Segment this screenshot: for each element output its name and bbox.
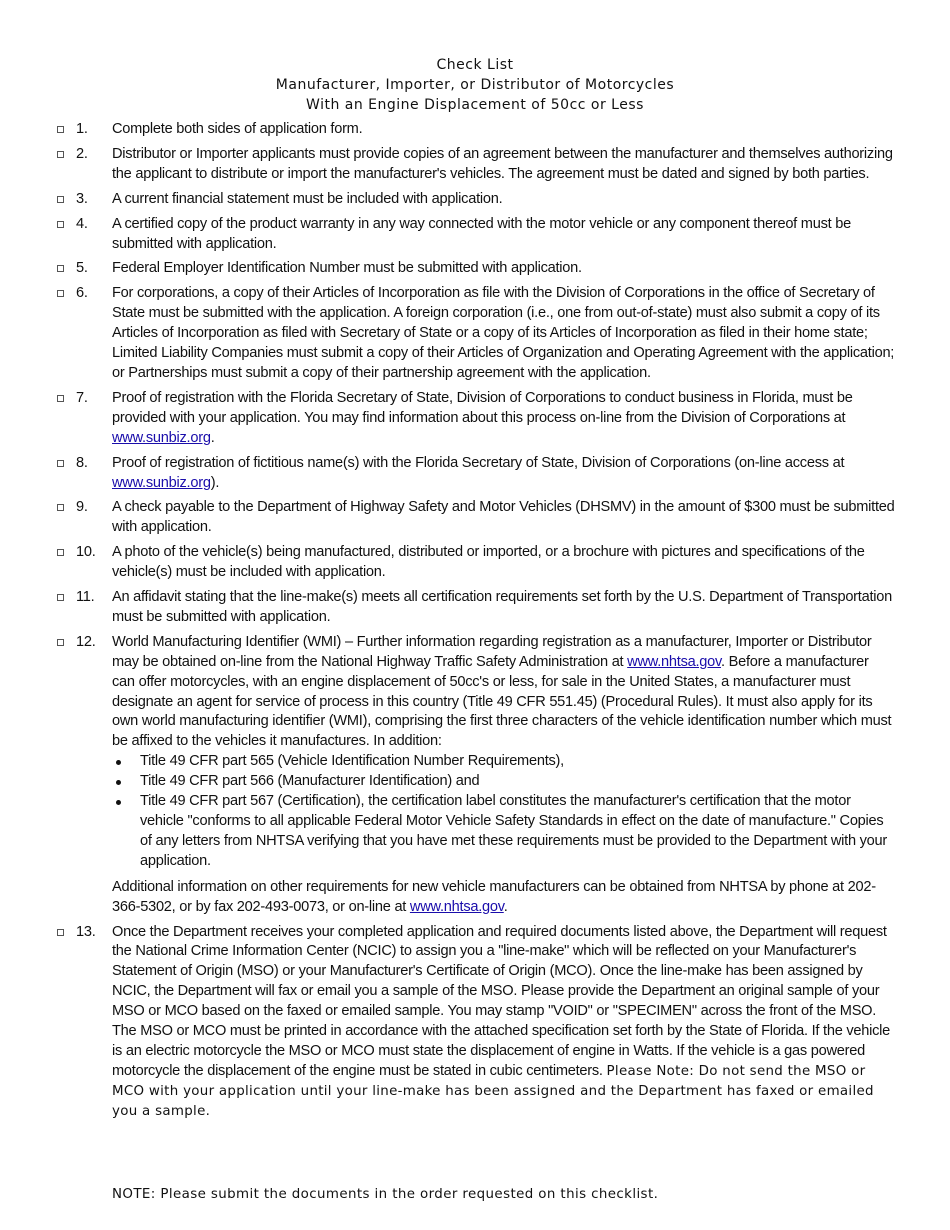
- bullet-item: Title 49 CFR part 567 (Certification), the certification label constitutes the manufacturer's certification that the motor vehicle "conforms to all applicable Federal Motor Vehicle Safety Standards in effect on the date of manufacture." Copies of any letters from NHTSA verifying that you have met these requirements must be provided to the Department with your application.: [112, 792, 895, 872]
- item-number: 6.: [76, 285, 88, 302]
- item-text: A current financial statement must be included with application.: [112, 190, 503, 207]
- checklist-item-11: [0, 588, 895, 628]
- please-note: Please Note: Do not send the MSO or MCO with your application until your line-make has been assigned and the Department has faxed or emailed you a sample.: [112, 1063, 874, 1119]
- checkbox[interactable]: [57, 639, 64, 646]
- checklist-item-7: [0, 389, 895, 449]
- checkbox[interactable]: [57, 929, 64, 936]
- additional-info: Additional information on other requirements for new vehicle manufacturers can be obtained from NHTSA by phone at 202-366-5302, or by fax 202-493-0073, or on-line at: [112, 878, 876, 915]
- checkbox[interactable]: [57, 395, 64, 402]
- item-number: 12.: [76, 633, 96, 650]
- item-number: 4.: [76, 215, 88, 232]
- item-text: Proof of registration of fictitious name(s) with the Florida Secretary of State, Division of Corporations (on-line access at: [112, 454, 845, 471]
- checkbox[interactable]: [57, 549, 64, 556]
- item-text: Federal Employer Identification Number must be submitted with application.: [112, 260, 582, 277]
- item-text: Complete both sides of application form.: [112, 121, 363, 137]
- sunbiz-link[interactable]: www.sunbiz.org: [112, 429, 211, 446]
- item-text: Once the Department receives your completed application and required documents listed above, the Department will request the National Crime Information Center (NCIC) to assign you a "line-make" which will be reflected on your Manufacturer's Statement of Origin (MSO) or your Manufacturer's Certificate of Origin (MCO). Once the line-make has been assigned by NCIC, the Department will fax or email you a sample of the MSO. Please provide the Department an original sample of your MSO or MCO based on the faxed or emailed sample. You may stamp "VOID" or "SPECIMEN" across the front of the MSO. The MSO or MCO must be printed in accordance with the attached specification set forth by the State of Florida. If the vehicle is an electric motorcycle the MSO or MCO must state the displacement of engine in Watts. If the vehicle is a gas powered motorcycle the displacement of the engine must be stated in cubic centimeters.: [112, 923, 891, 1079]
- checkbox[interactable]: [57, 290, 64, 297]
- bullet-icon: [116, 760, 121, 765]
- checklist-item-8: [0, 454, 895, 494]
- item-number: 10.: [76, 544, 96, 561]
- item-text: An affidavit stating that the line-make(s) meets all certification requirements set forth by the U.S. Department of Transportation must be submitted with application.: [112, 589, 892, 625]
- item-text: Proof of registration with the Florida Secretary of State, Division of Corporations to conduct business in Florida, must be provided with your application. You may find information about this process on-line from the Division of Corporations at: [112, 389, 853, 426]
- item-text: A certified copy of the product warranty in any way connected with the motor vehicle or any component thereof must be submitted with application.: [112, 215, 851, 252]
- item-number: 8.: [76, 454, 88, 471]
- checklist-item-3: [0, 190, 895, 210]
- bullet-item: Title 49 CFR part 565 (Vehicle Identification Number Requirements),: [112, 752, 895, 772]
- checklist-item-4: [0, 215, 895, 255]
- bullet-icon: [116, 800, 121, 805]
- item-number: 13.: [76, 923, 96, 940]
- nhtsa-link[interactable]: www.nhtsa.gov: [409, 898, 504, 915]
- item-number: 2.: [76, 145, 88, 162]
- checkbox[interactable]: [57, 265, 64, 272]
- item-text: A photo of the vehicle(s) being manufactured, distributed or imported, or a brochure with pictures and specifications of the vehicle(s) must be included with application.: [112, 544, 865, 581]
- footer-note: NOTE: Please submit the documents in the order requested on this checklist.: [112, 1187, 659, 1202]
- checkbox[interactable]: [57, 221, 64, 228]
- checklist-item-10: [0, 543, 895, 583]
- checklist-item-5: [0, 259, 895, 279]
- bullet-list: [112, 752, 895, 871]
- item-text-end: ).: [210, 474, 220, 491]
- checklist-item-6: [0, 284, 895, 384]
- bullet-item: Title 49 CFR part 566 (Manufacturer Identification) and: [112, 772, 895, 792]
- checklist-item-2: [0, 145, 895, 185]
- item-text-end: .: [210, 429, 215, 446]
- page-title: Check List: [436, 57, 514, 73]
- bullet-icon: [116, 780, 121, 785]
- page-subtitle: Manufacturer, Importer, or Distributor of Motorcycles: [275, 77, 675, 93]
- checkbox[interactable]: [57, 594, 64, 601]
- checklist: [0, 120, 950, 1127]
- checkbox[interactable]: [57, 460, 64, 467]
- sunbiz-link[interactable]: www.sunbiz.org: [112, 474, 211, 491]
- checklist-item-9: [0, 498, 895, 538]
- document-header: [0, 55, 950, 115]
- item-text-cont: . Before a manufacturer can offer motorcycles, with an engine displacement of 50cc's or less, for sale in the United States, a manufacturer must designate an agent for service of process in this country (Title 49 CFR 551.45) (Procedural Rules). It must also apply for its own world manufacturing identifier (WMI), comprising the first three characters of the vehicle identification number which must be affixed to the vehicles it manufactures. In addition:: [112, 653, 892, 750]
- checklist-item-1: [0, 120, 895, 140]
- checkbox[interactable]: [57, 504, 64, 511]
- checkbox[interactable]: [57, 126, 64, 133]
- item-text: For corporations, a copy of their Articles of Incorporation as file with the Division of Corporations in the office of Secretary of State must be submitted with the application. A foreign corporation (i.e., one from out-of-state) must also submit a copy of its Articles of Incorporation as filed with Secretary of State or a copy of its Articles of Incorporation as filed in their home state; Limited Liability Companies must submit a copy of their Articles of Organization and Operating Agreement with the application; or Partnerships must submit a copy of their partnership agreement with the application.: [112, 285, 895, 381]
- checklist-item-12: 12. World Manufacturing Identifier (WMI) – Further information regarding registration as a manufacturer, Importer or Distributor may be obtained on-line from the National Highway Traffic Safety Administration at www.nhtsa.gov. Before a manufacturer can offer motorcycles, with an engine displacement of 50cc's or less, for sale in the United States, a manufacturer must designate an agent for service of process in this country (Title 49 CFR 551.45) (Procedural Rules). It must also apply for its own world manufacturing identifier (WMI), comprising the first three characters of the vehicle identification number which must be affixed to the vehicles it manufactures. In addition: Title 49 CFR part 565 (Vehicle Identification Number Requirements), Title 49 CFR part 566 (Manufacturer Identification) and Title 49 CFR part 567 (Certification), the certification label constitutes the manufacturer's certification that the motor vehicle "conforms to all applicable Federal Motor Vehicle Safety Standards in effect on the date of manufacture." Copies of any letters from NHTSA verifying that you have met these requirements must be provided to the Department with your application. Additional information on other requirements for new vehicle manufacturers can be obtained from NHTSA by phone at 202-366-5302, or by fax 202-493-0073, or on-line at www.nhtsa.gov.: [0, 633, 895, 918]
- checkbox[interactable]: [57, 151, 64, 158]
- item-number: 9.: [76, 499, 88, 516]
- item-number: 7.: [76, 389, 88, 406]
- nhtsa-link[interactable]: www.nhtsa.gov: [627, 653, 721, 670]
- item-text: Distributor or Importer applicants must provide copies of an agreement between the manufacturer and themselves authorizing the applicant to distribute or import the manufacturer's vehicles. The agreement must be dated and signed by both parties.: [112, 145, 893, 182]
- checkbox[interactable]: [57, 196, 64, 203]
- item-number: 5.: [76, 260, 88, 277]
- item-number: 11.: [76, 589, 95, 606]
- checklist-item-13: [0, 923, 895, 1122]
- item-text: A check payable to the Department of Highway Safety and Motor Vehicles (DHSMV) in the amount of $300 must be submitted with application.: [112, 499, 895, 536]
- item-number: 1.: [76, 121, 88, 137]
- item-text: World Manufacturing Identifier (WMI) – Further information regarding registration as a manufacturer, Importer or Distributor may be obtained on-line from the National Highway Traffic Safety Administration at: [112, 633, 872, 670]
- item-number: 3.: [76, 190, 88, 207]
- page-subtitle-2: With an Engine Displacement of 50cc or Less: [306, 97, 644, 113]
